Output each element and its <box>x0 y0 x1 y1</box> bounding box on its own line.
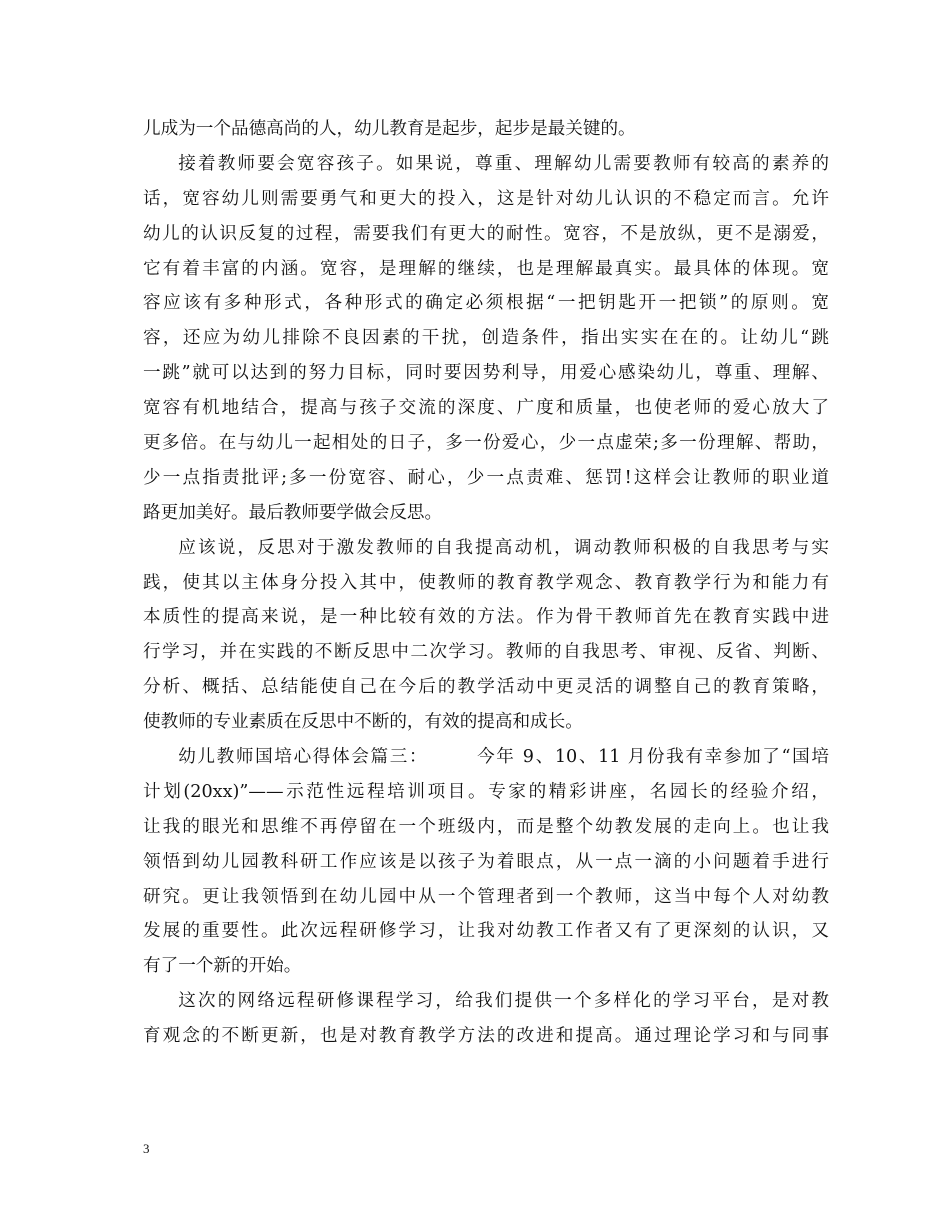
text-line: 幼儿教师国培心得体会篇三： 今年 9、10、11 月份我有幸参加了“国培 <box>178 747 829 768</box>
text-line: 应该说，反思对于激发教师的自我提高动机，调动教师积极的自我思考与实 <box>178 537 829 558</box>
text-line: 育观念的不断更新，也是对教育教学方法的改进和提高。通过理论学习和与同事 <box>143 1026 829 1047</box>
body-text <box>143 112 829 1054</box>
text-line: 领悟到幼儿园教科研工作应该是以孩子为着眼点，从一点一滴的小问题着手进行 <box>143 851 829 872</box>
text-line: 行学习，并在实践的不断反思中二次学习。教师的自我思考、审视、反省、判断、 <box>143 642 829 663</box>
page-number: 3 <box>143 1141 150 1156</box>
text-line: 让我的眼光和思维不再停留在一个班级内，而是整个幼教发展的走向上。也让我 <box>143 816 829 837</box>
text-line: 话，宽容幼儿则需要勇气和更大的投入，这是针对幼儿认识的不稳定而言。允许 <box>143 188 829 209</box>
text-line: 容应该有多种形式，各种形式的确定必须根据“一把钥匙开一把锁”的原则。宽 <box>143 293 829 314</box>
text-line: 少一点指责批评;多一份宽容、耐心，少一点责难、惩罚!这样会让教师的职业道 <box>143 467 829 488</box>
text-line: 幼儿的认识反复的过程，需要我们有更大的耐性。宽容，不是放纵，更不是溺爱， <box>143 223 829 244</box>
text-line: 这次的网络远程研修课程学习，给我们提供一个多样化的学习平台，是对教 <box>178 991 829 1012</box>
text-line: 践，使其以主体身分投入其中，使教师的教育教学观念、教育教学行为和能力有 <box>143 572 829 593</box>
text-line: 使教师的专业素质在反思中不断的，有效的提高和成长。 <box>143 712 583 733</box>
text-line: 计划(20xx)”——示范性远程培训项目。专家的精彩讲座，名园长的经验介绍， <box>143 781 829 802</box>
text-line: 分析、概括、总结能使自己在今后的教学活动中更灵活的调整自己的教育策略， <box>143 677 829 698</box>
text-line: 有了一个新的开始。 <box>143 956 302 977</box>
text-line: 容，还应为幼儿排除不良因素的干扰，创造条件，指出实实在在的。让幼儿“跳 <box>143 328 829 349</box>
text-line: 路更加美好。最后教师要学做会反思。 <box>143 502 443 523</box>
text-line: 接着教师要会宽容孩子。如果说，尊重、理解幼儿需要教师有较高的素养的 <box>178 153 829 174</box>
text-line: 它有着丰富的内涵。宽容，是理解的继续，也是理解最真实。最具体的体现。宽 <box>143 258 829 279</box>
text-line: 发展的重要性。此次远程研修学习，让我对幼教工作者又有了更深刻的认识，又 <box>143 921 829 942</box>
text-line: 本质性的提高来说，是一种比较有效的方法。作为骨干教师首先在教育实践中进 <box>143 607 829 628</box>
text-line: 研究。更让我领悟到在幼儿园中从一个管理者到一个教师，这当中每个人对幼教 <box>143 886 829 907</box>
text-line: 更多倍。在与幼儿一起相处的日子，多一份爱心，少一点虚荣;多一份理解、帮助， <box>143 433 829 454</box>
text-line: 宽容有机地结合，提高与孩子交流的深度、广度和质量，也使老师的爱心放大了 <box>143 398 829 419</box>
text-line: 一跳”就可以达到的努力目标，同时要因势利导，用爱心感染幼儿，尊重、理解、 <box>143 363 829 384</box>
text-line: 儿成为一个品德高尚的人，幼儿教育是起步，起步是最关键的。 <box>143 119 636 139</box>
